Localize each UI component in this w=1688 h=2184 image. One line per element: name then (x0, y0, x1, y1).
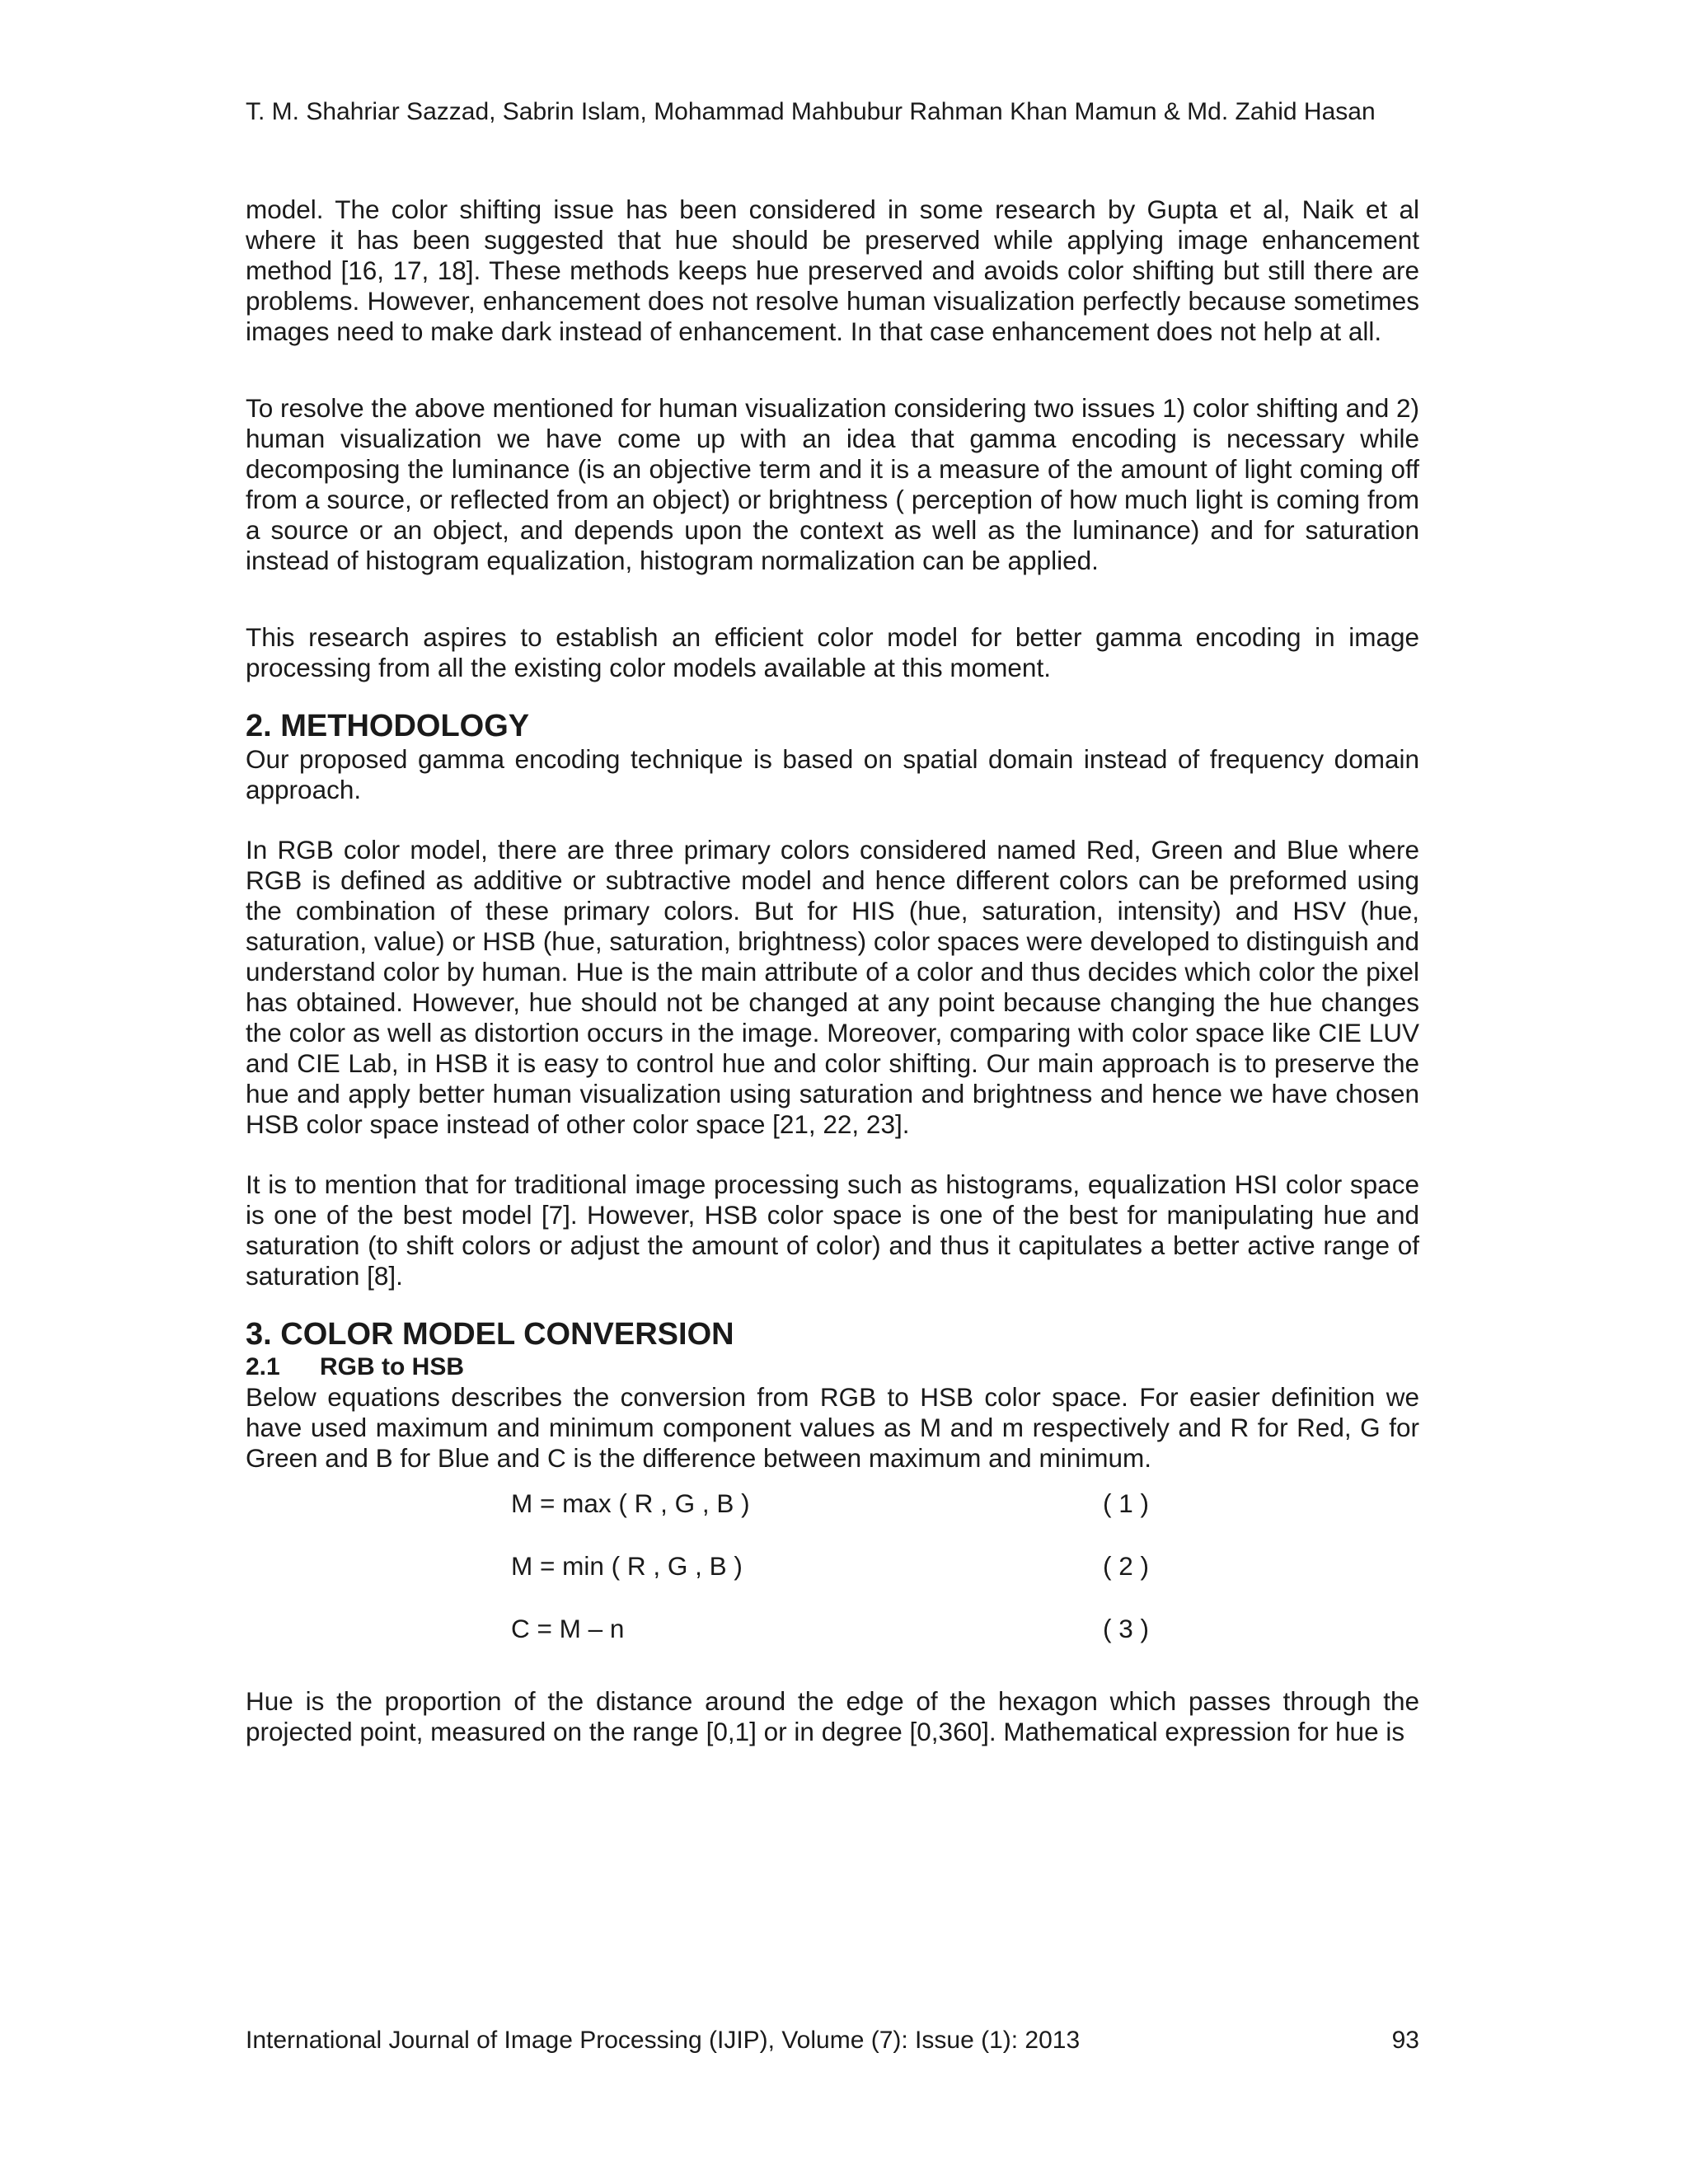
equation-number: ( 1 ) (1103, 1488, 1150, 1518)
equation-block (246, 1482, 1419, 1670)
paragraph-rgb-color-model: In RGB color model, there are three primary colors considered named Red, Green and Blue where RGB is defined as additive or subtractive model and hence different colors can be preformed using the combination of these primary colors. But for HIS (hue, saturation, intensity) and HSV (hue, saturation, value) or HSB (hue, saturation, brightness) color spaces were developed to distinguish and understand color by human. Hue is the main attribute of a color and thus decides which color the pixel has obtained. However, hue should not be changed at any point because changing the hue changes the color as well as distortion occurs in the image. Moreover, comparing with color space like CIE LUV and CIE Lab, in HSB it is easy to control hue and color shifting. Our main approach is to preserve the hue and apply better human visualization using saturation and brightness and hence we have chosen HSB color space instead of other color space [21, 22, 23]. (246, 835, 1419, 1139)
paragraph-spatial-domain: Our proposed gamma encoding technique is based on spatial domain instead of frequency domain approach. (246, 744, 1419, 804)
equation-expression: C = M – n (511, 1614, 625, 1643)
subsection-title: RGB to HSB (320, 1353, 464, 1380)
paragraph-color-shifting: model. The color shifting issue has been considered in some research by Gupta et al, Naik et al where it has been suggested that hue should be preserved while applying image enhancement method [16, 17, 18]. These methods keeps hue preserved and avoids color shifting but still there are problems. However, enhancement does not resolve human visualization perfectly because sometimes images need to make dark instead of enhancement. In that case enhancement does not help at all. (246, 194, 1419, 346)
paragraph-conversion-intro: Below equations describes the conversion from RGB to HSB color space. For easier definition we have used maximum and minimum component values as M and m respectively and R for Red, G for Green and B for Blue and C is the difference between maximum and minimum. (246, 1382, 1419, 1473)
page-number: 93 (1391, 2027, 1419, 2054)
paragraph-proposed-idea: To resolve the above mentioned for human visualization considering two issues 1) color shifting and 2) human visualization we have come up with an idea that gamma encoding is necessary while decomposing the luminance (is an objective term and it is a measure of the amount of light coming off from a source, or reflected from an object) or brightness ( perception of how much light is coming from a source or an object, and depends upon the context as well as the luminance) and for saturation instead of histogram equalization, histogram normalization can be applied. (246, 393, 1419, 575)
equation-row (246, 1544, 1419, 1607)
equation-number: ( 3 ) (1103, 1614, 1150, 1643)
equation-row (246, 1607, 1419, 1670)
section-heading-methodology: 2. METHODOLOGY (246, 709, 530, 743)
footer-journal-citation: International Journal of Image Processing (IJIP), Volume (7): Issue (1): 2013 (246, 2027, 1081, 2054)
page-body (246, 194, 1419, 1747)
subsection-heading-rgb-to-hsb (246, 1352, 1419, 1382)
paragraph-hue-definition: Hue is the proportion of the distance around the edge of the hexagon which passes through the projected point, measured on the range [0,1] or in degree [0,360]. Mathematical expression for hue is (246, 1686, 1419, 1746)
equation-expression: M = min ( R , G , B ) (511, 1551, 743, 1581)
equation-row (246, 1482, 1419, 1544)
section-heading-color-model-conversion: 3. COLOR MODEL CONVERSION (246, 1317, 734, 1352)
equation-number: ( 2 ) (1103, 1551, 1150, 1581)
running-header-authors: T. M. Shahriar Sazzad, Sabrin Islam, Mohammad Mahbubur Rahman Khan Mamun & Md. Zahid Hasan (246, 98, 1376, 125)
equation-expression: M = max ( R , G , B ) (511, 1488, 750, 1518)
subsection-number: 2.1 (246, 1353, 280, 1380)
paragraph-hsb-advantages: It is to mention that for traditional image processing such as histograms, equalization HSI color space is one of the best model [7]. However, HSB color space is one of the best for manipulating hue and saturation (to shift colors or adjust the amount of color) and thus it capitulates a better active range of saturation [8]. (246, 1169, 1419, 1291)
paragraph-research-aim: This research aspires to establish an efficient color model for better gamma encoding in image processing from all the existing color models available at this moment. (246, 622, 1419, 682)
